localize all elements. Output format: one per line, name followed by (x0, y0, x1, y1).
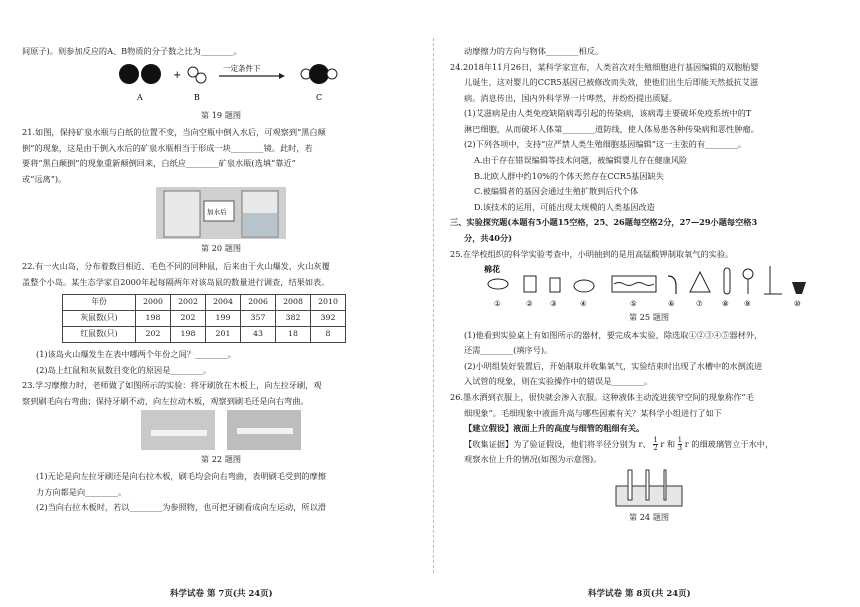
table-cell: 201 (206, 327, 241, 343)
q21-line-4: 或“远离”)。 (22, 173, 67, 184)
delivery-tube-icon (668, 276, 676, 294)
q24-capillary-figure (604, 468, 694, 508)
item-label: ⑧ (722, 299, 729, 309)
q22-line-1: 22.有一火山岛，分布着数目相近、毛色不同的同种鼠，后来由于火山爆发，火山灰覆 (22, 261, 330, 272)
q23-line-2: 察到刷毛向右弯曲；保持牙刷不动，向左拉动木板，观察到刷毛还是向右弯曲。 (22, 395, 309, 406)
spoon-icon (574, 280, 594, 292)
q24-line-4: (1)艾滋病是由人类免疫缺陷病毒引起的传染病，该病毒主要破坏免疫系统中的T (464, 108, 752, 119)
table-cell: 357 (241, 311, 276, 327)
table-cell: 43 (241, 327, 276, 343)
q23-sub-1: (1)无论是向左拉牙刷还是向右拉木板，刷毛均会向右弯曲，表明刷毛受到的摩擦 (36, 471, 326, 482)
item-label: ⑩ (794, 299, 801, 309)
molecule-a-black (119, 64, 139, 84)
table-cell: 18 (276, 327, 311, 343)
table-cell: 8 (311, 327, 346, 343)
plus-sign: + (173, 69, 182, 81)
left-footer: 科学试卷 第 7页(共 24页) (170, 589, 273, 599)
q21-line-3: 要将“黑白颠倒”的现象重新颠倒回来，白纸应________矿泉水瓶(选填“靠近” (22, 158, 296, 169)
q25-sub-4: 入试管的现象，则在实验操作中的错误是________。 (464, 376, 653, 387)
q25-sub-3: (2)小明组装好装置后，开始制取并收集氧气，实验结束时出现了水槽中的水倒流进 (464, 360, 763, 371)
fraction-half (653, 437, 657, 452)
table-row (63, 327, 346, 343)
q25-caption: 第 25 题图 (628, 312, 670, 323)
q23-sub-3: (2)当向右拉木板时，若以________为参照物，也可把牙刷看成向左运动，所以滑 (36, 502, 326, 513)
q20-caption: 第 20 题图 (200, 243, 242, 254)
tube-medium (646, 470, 649, 500)
item-label: ⑤ (630, 299, 637, 309)
tube-wide (628, 470, 632, 500)
table-cell: 202 (171, 311, 206, 327)
mouse-table (62, 294, 346, 343)
molecule-c-black (309, 64, 329, 84)
q25-equipment-figure (484, 262, 814, 308)
table-cell: 198 (171, 327, 206, 343)
reaction-arrow-head (279, 73, 285, 79)
table-cell: 2008 (276, 295, 311, 311)
right-page (450, 44, 848, 527)
molecule-c-white-2 (327, 69, 337, 79)
evidence-mid: r 和 (660, 438, 678, 449)
q22-line-2: 盖整个小岛。某生态学家自2000年起每隔两年对该岛鼠的数量进行调查，结果如表。 (22, 276, 330, 287)
table-cell: 红鼠数(只) (63, 327, 136, 343)
table-cell: 2006 (241, 295, 276, 311)
q23-continuation: 动摩擦力的方向与物体________相反。 (464, 46, 604, 56)
frac-den: 2 (653, 444, 658, 453)
q22-sub-1: (1)该岛火山爆发生在表中哪两个年份之间？________。 (36, 349, 236, 360)
q22-sub-2: (2)岛上红鼠和灰鼠数目变化的原因是________。 (36, 364, 212, 375)
q24-option-d: D.该技术的运用，可能出现太规模的人类基因改造 (474, 201, 655, 212)
q19-caption: 第 19 题图 (200, 109, 242, 120)
page-divider (433, 38, 434, 573)
q21-line-2: 倒”的现象，这是由于倒入水后的矿泉水瓶相当于形成一块________镜。此时，若 (22, 142, 313, 153)
q24-option-b: B.北欧人群中约10%的个体天然存在CCR5基因缺失 (474, 170, 664, 181)
beaker-icon (524, 276, 536, 292)
frac-num: 1 (677, 436, 683, 445)
tube-narrow (664, 470, 666, 500)
table-cell: 199 (206, 311, 241, 327)
table-cell: 382 (276, 311, 311, 327)
evidence-prefix: 【收集证据】为了验证假设，他们将半径分别为 r、 (464, 438, 651, 449)
q24-line-3: 病。消息传出，国内外科学界一片哗然，并纷纷提出质疑。 (464, 92, 677, 103)
item-label: ⑨ (744, 299, 751, 309)
table-row (63, 311, 346, 327)
q26-hypothesis: 【建立假设】液面上升的高度与细管的粗细有关。 (464, 423, 645, 434)
table-cell: 202 (136, 327, 171, 343)
q26-evidence-line2: 观察水位上升的情况(如图为示意图)。 (464, 454, 602, 465)
q23-sub-2: 力方向都是向________。 (36, 486, 127, 497)
dropper-bulb-icon (743, 269, 753, 279)
q26-line-2: 细现象”。毛细现象中液面升高与哪些因素有关？某科学小组进行了如下 (464, 407, 722, 418)
q24-line-1: 24.2018年11月26日，某科学家宣布，人类首次对生殖细胞进行基因编辑的双胞胎婴 (450, 61, 759, 72)
item-label: ① (494, 299, 501, 309)
bottle-water (243, 213, 277, 236)
q26-line-1: 26.墨水洒到衣服上，很快就会渗入衣服。这种液体主动流进狭窄空间的现象称作“毛 (450, 391, 754, 402)
table-cell: 年份 (63, 295, 136, 311)
q19-tail: 间原子)。则参加反应的A、B物质的分子数之比为________。 (22, 46, 242, 56)
bottle-icon (550, 278, 560, 292)
label-b: B (194, 92, 200, 102)
q21-line-1: 21.如图，保持矿泉水瓶与白纸的位置不变，当向空瓶中倒入水后，可观察到“黑白颠 (22, 127, 326, 138)
test-tube-icon (724, 268, 730, 294)
table-row (63, 295, 346, 311)
molecule-a-black-2 (141, 64, 161, 84)
toothbrush-left (151, 430, 207, 436)
q24-figure-caption: 第 24 题图 (628, 511, 670, 522)
q24-line-6: (2)下列各项中，支持“应严禁人类生殖细胞基因编辑”这一主张的有________。 (464, 139, 746, 150)
q26-evidence (450, 437, 848, 453)
q24-line-5: 淋巴细胞，从而破坏人体第________道防线，使人体易患各种传染病和恶性肿瘤。 (464, 123, 759, 134)
fraction-third (678, 437, 682, 452)
table-cell: 198 (136, 311, 171, 327)
table-cell: 2004 (206, 295, 241, 311)
right-footer: 科学试卷 第 8页(共 24页) (588, 589, 691, 599)
label-c: C (316, 92, 323, 102)
evidence-suffix: r 的细玻璃管立于水中， (684, 438, 774, 449)
q25-sub-2: 还需________(填序号)。 (464, 345, 553, 356)
label-a: A (137, 92, 143, 102)
q19-figure (101, 60, 341, 106)
toothbrush-right (237, 428, 293, 434)
item-label: ④ (580, 299, 587, 309)
q24-line-2: 儿诞生，这对婴儿的CCR5基因已被修改而失效，使他们出生后即能天然抵抗艾滋 (464, 77, 759, 88)
frac-den: 3 (677, 444, 683, 453)
table-cell: 392 (311, 311, 346, 327)
q24-option-c: C.被编辑者的基因会通过生殖扩散到后代个体 (474, 186, 639, 197)
section3-heading-2: 分，共40分) (464, 232, 513, 243)
item-label: ③ (550, 299, 557, 309)
item-label: ⑥ (668, 299, 675, 309)
arrow-label: 一定条件下 (223, 63, 261, 73)
bottle-before (164, 191, 200, 237)
q24-option-a: A.由于存在错误编辑等技术问题，被编辑婴儿存在健康风险 (474, 155, 688, 166)
frac-num: 1 (653, 436, 658, 445)
section3-heading: 三、实验探究题(本题有5小题15空格，25、26题每空格2分，27—29小题每空格3 (450, 217, 758, 228)
cotton-label: 棉花 (484, 264, 500, 275)
q23-line-1: 23.学习摩擦力时，老师做了如图所示的实验：将牙刷放在木板上，向左拉牙刷，观 (22, 380, 322, 391)
table-cell: 2010 (311, 295, 346, 311)
item-label: ⑦ (696, 299, 703, 309)
conical-flask-icon (690, 272, 710, 292)
table-cell: 2000 (136, 295, 171, 311)
alcohol-lamp-icon (792, 282, 806, 294)
table-cell: 2002 (171, 295, 206, 311)
q22-photos (141, 410, 301, 450)
q20-photo (156, 187, 286, 239)
photo-label: 加水后 (207, 208, 227, 217)
q22-caption: 第 22 题图 (200, 453, 242, 464)
q25-line: 25.在学校组织的科学实验考查中，小明抽到的是用高锰酸钾制取氧气的实验。 (450, 248, 734, 259)
q25-sub-1: (1)他看到实验桌上有如图所示的器材，要完成本实验，除选取①②③④⑤器材外， (464, 329, 763, 340)
left-page (22, 44, 420, 516)
molecule-b-atom-2 (196, 73, 206, 83)
table-cell: 灰鼠数(只) (63, 311, 136, 327)
item-label: ② (526, 299, 533, 309)
cotton-icon (488, 279, 508, 289)
